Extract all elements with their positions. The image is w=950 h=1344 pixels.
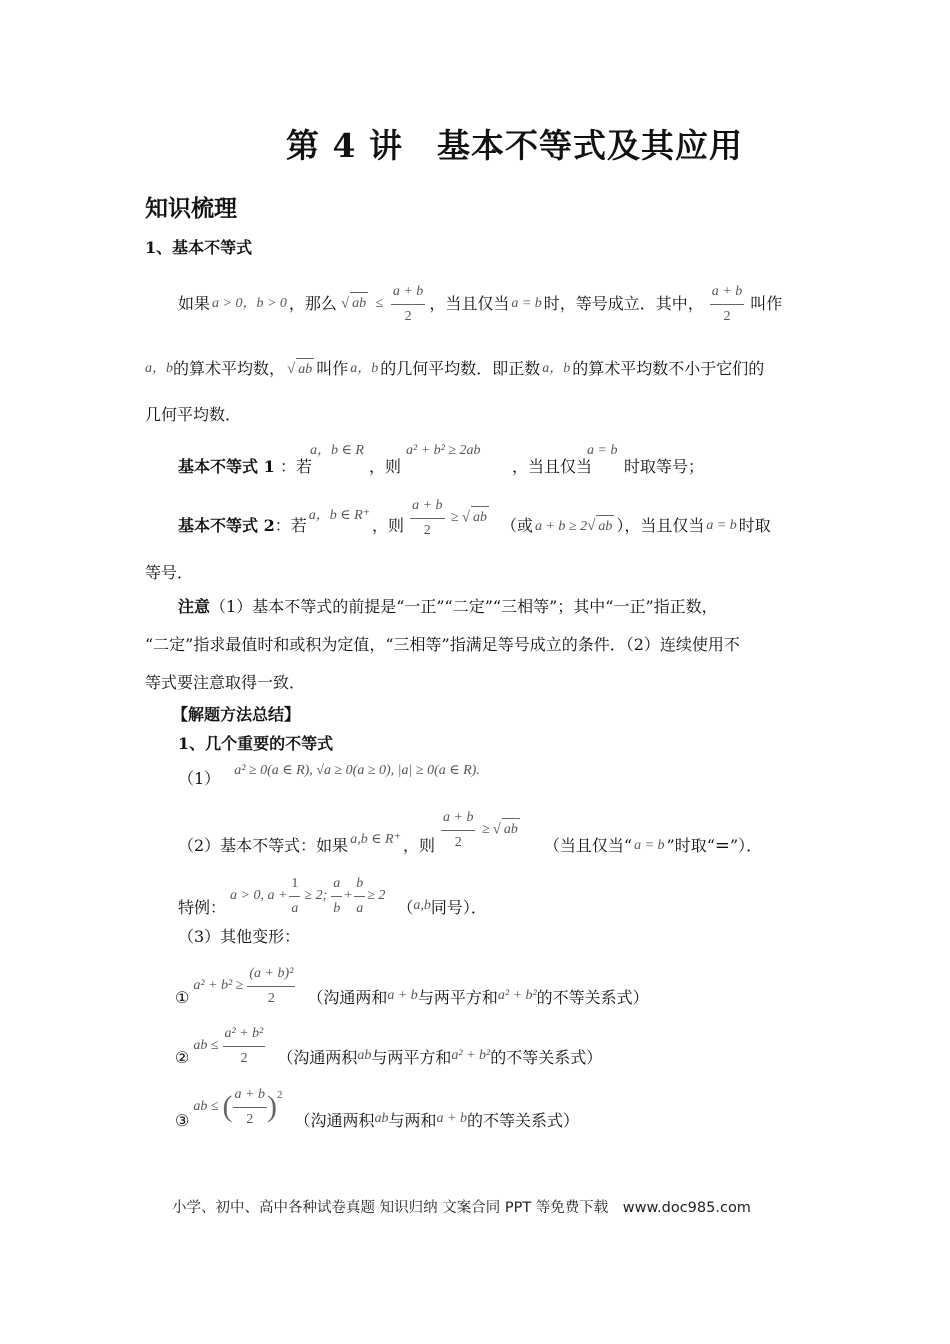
math-inequality [410, 495, 489, 542]
math-equality: a = b [706, 518, 737, 533]
text: 如果 [178, 294, 211, 313]
fraction [441, 807, 475, 854]
sqrt-sign: √ [287, 360, 296, 377]
item-label: （1） [178, 769, 221, 788]
fraction [223, 1023, 266, 1070]
inequality-label: 基本不等式 1 [178, 457, 275, 476]
math-expression: a > 0, a + [230, 888, 288, 903]
text: 同号）． [430, 898, 487, 917]
variant-label: ② [175, 1048, 190, 1067]
plus-sign: + [344, 888, 353, 903]
relation: ≥ [451, 510, 459, 526]
text: （沟通两和 [307, 988, 388, 1007]
fraction [247, 963, 295, 1010]
math-condition: a，b ∈ R⁺ [308, 508, 371, 523]
math-vars: a + b [436, 1111, 467, 1126]
fraction [710, 281, 744, 328]
note-line-1 [178, 596, 718, 618]
text: 的不等关系式） [536, 988, 649, 1007]
right-paren: ) [266, 1090, 277, 1123]
text: 时取 [738, 516, 771, 535]
numerator: a [331, 873, 342, 897]
note-line-2: “二定”指求最值时和或积为定值，“三相等”指满足等号成立的条件．（2）连续使用不 [145, 635, 740, 654]
math-inequality [341, 281, 425, 328]
relation: ≥ [481, 822, 490, 838]
math-expression: ab ≤ [193, 1099, 219, 1114]
denominator: 2 [454, 834, 462, 850]
text: 与两和 [388, 1111, 437, 1130]
math-expression: ≥ 2; [304, 888, 328, 903]
denominator: 2 [267, 990, 275, 1006]
text: 时取等号； [624, 457, 705, 476]
radicand: ab [596, 515, 614, 538]
denominator: 2 [246, 1111, 254, 1127]
text: ），当且仅当 [616, 516, 705, 535]
math-vars: a，b [145, 361, 173, 376]
math-equality: a = b [511, 296, 542, 311]
item-label: （2）基本不等式：如果 [178, 836, 349, 855]
numerator: b [354, 873, 365, 897]
math-inequality [441, 807, 520, 854]
numerator: (a + b)² [247, 963, 295, 987]
special-case [178, 872, 487, 920]
math-special [230, 873, 385, 920]
sqrt-sign: √ [587, 517, 596, 534]
radicand: ab [471, 506, 489, 529]
math-condition: a,b ∈ R⁺ [350, 832, 401, 847]
radicand: ab [350, 292, 368, 315]
variant-label: ① [175, 988, 190, 1007]
variant-2 [175, 1018, 602, 1074]
math-equality: a = b [634, 838, 665, 853]
numerator: a + b [233, 1084, 267, 1108]
fraction [354, 873, 365, 920]
inequality-label: 基本不等式 2 [178, 516, 275, 535]
text: ，则 [403, 836, 436, 855]
text: 的不等关系式） [490, 1048, 603, 1067]
sqrt-sign: √ [340, 295, 350, 312]
text: ：若 [280, 457, 313, 476]
denominator: b [333, 900, 341, 916]
math-variant [193, 1084, 282, 1131]
paragraph-line: 等号． [145, 563, 194, 582]
math-vars: a，b [350, 361, 379, 376]
text: 时，等号成立．其中， [543, 294, 704, 313]
math-inequalities: a² ≥ 0(a ∈ R), √a ≥ 0(a ≥ 0), |a| ≥ 0(a ∈ R). [234, 763, 480, 778]
text: （或 [500, 516, 533, 535]
math-inequality-alt [535, 515, 614, 538]
equals-sign: = [714, 835, 730, 856]
special-label: 特例： [178, 898, 227, 917]
math-vars: a² + b² [451, 1048, 491, 1063]
text: 的算术平均数， [173, 359, 286, 378]
radicand: ab [502, 818, 520, 841]
fraction [289, 873, 300, 920]
math-vars: a² + b² [497, 988, 537, 1003]
text: （1）基本不等式的前提是“一正”“二定”“三相等”；其中“一正”指正数， [210, 597, 718, 616]
note-line-3: 等式要注意取得一致． [145, 673, 306, 692]
paragraph-definition [178, 268, 782, 340]
text: ”）． [730, 836, 763, 855]
math-variant [193, 963, 295, 1010]
math-vars: ab [374, 1111, 389, 1126]
math-expression: ≥ 2 [367, 888, 386, 903]
text: （ [397, 898, 414, 917]
subsection-heading: 1、基本不等式 [145, 238, 253, 257]
text: ，则 [369, 457, 402, 476]
math-vars: a,b [413, 898, 431, 913]
item-1 [178, 763, 480, 792]
sqrt-sign: √ [461, 509, 470, 526]
text: ，当且仅当 [429, 294, 510, 313]
denominator: 2 [423, 522, 431, 538]
exponent: 2 [276, 1088, 283, 1101]
text: 叫作 [750, 294, 783, 313]
numerator: 1 [289, 873, 300, 897]
text: ”时取“ [666, 836, 715, 855]
variant-1 [175, 958, 649, 1014]
fraction [233, 1084, 267, 1131]
text: （当且仅当“ [543, 836, 633, 855]
numerator: a + b [410, 495, 444, 519]
fraction [331, 873, 342, 920]
note-label: 注意 [178, 597, 211, 616]
basic-inequality-2 [178, 497, 771, 552]
fraction [391, 281, 425, 328]
math-variant [193, 1023, 265, 1070]
numerator: a + b [710, 281, 744, 305]
denominator: a [291, 900, 299, 916]
paragraph-line: 几何平均数． [145, 405, 242, 424]
math-condition: a > 0，b > 0 [212, 296, 287, 311]
numerator: a² + b² [223, 1023, 266, 1047]
text: ，那么 [288, 294, 337, 313]
text: ，则 [372, 516, 405, 535]
math-expression: ab ≤ [193, 1038, 219, 1053]
variant-label: ③ [175, 1111, 190, 1130]
math-vars: a，b [542, 361, 571, 376]
paragraph-definition-2 [145, 356, 764, 382]
text: ：若 [274, 516, 307, 535]
method-subheading: 1、几个重要的不等式 [178, 734, 334, 753]
denominator: 2 [723, 308, 731, 324]
math-equality: a = b [587, 443, 618, 458]
math-vars: ab [357, 1048, 372, 1063]
text: ，当且仅当 [512, 457, 593, 476]
math-expression: a + b ≥ 2 [534, 518, 588, 534]
page-footer: 小学、初中、高中各种试卷真题 知识归纳 文案合同 PPT 等免费下载 www.doc985.com [172, 1200, 751, 1216]
relation: ≤ [375, 296, 384, 312]
section-heading: 知识梳理 [145, 195, 237, 222]
text: （沟通两积 [277, 1048, 358, 1067]
denominator: 2 [240, 1050, 248, 1066]
sqrt-sign: √ [492, 821, 501, 838]
page-title: 第 4 讲 基本不等式及其应用 [286, 126, 743, 165]
method-heading: 【解题方法总结】 [172, 705, 301, 724]
text: 与两平方和 [417, 988, 498, 1007]
text: 的不等关系式） [466, 1111, 579, 1130]
item-2 [178, 808, 762, 864]
text: 与两平方和 [371, 1048, 452, 1067]
text: 叫作 [316, 359, 349, 378]
fraction [410, 495, 444, 542]
math-expression: a² + b² ≥ [193, 978, 244, 993]
left-paren: ( [222, 1090, 233, 1123]
math-vars: a + b [387, 988, 418, 1003]
math-sqrt [287, 358, 314, 381]
text: （沟通两积 [294, 1111, 375, 1130]
math-condition: a，b ∈ R [310, 443, 364, 458]
denominator: 2 [404, 308, 412, 324]
text: 的算术平均数不小于它们的 [572, 359, 765, 378]
radicand: ab [296, 358, 314, 381]
math-fraction [710, 281, 744, 328]
item-3-label: （3）其他变形： [178, 927, 301, 946]
numerator: a + b [391, 281, 425, 305]
text: 的几何平均数．即正数 [380, 359, 541, 378]
numerator: a + b [441, 807, 475, 831]
math-inequality: a² + b² ≥ 2ab [406, 443, 481, 458]
denominator: a [356, 900, 364, 916]
variant-3 [175, 1078, 579, 1136]
